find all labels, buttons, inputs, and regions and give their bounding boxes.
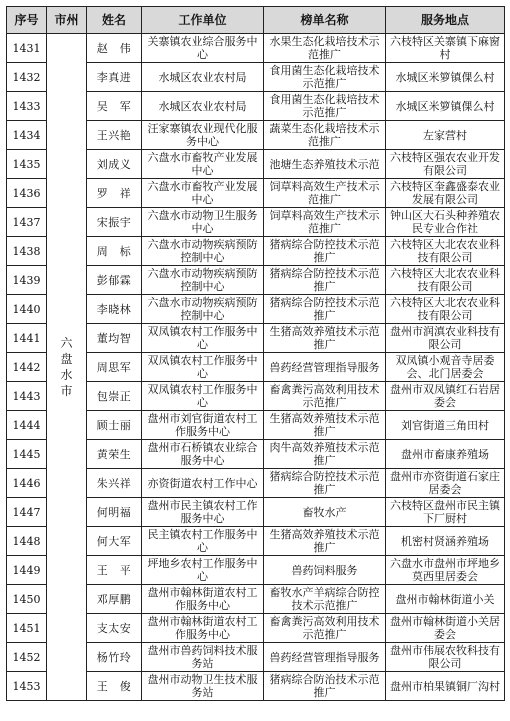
row-seq: 1445 [7,440,47,469]
row-name: 何明福 [87,498,142,527]
row-org: 六盘水市动物疾病预防控制中心 [142,237,264,266]
row-org: 盘州市翰林街道农村工作服务中心 [142,614,264,643]
row-list: 生猪高效养殖技术示范推广 [264,324,386,353]
row-place: 盘州市翰林街道小关居委会 [386,614,505,643]
row-list: 畜禽粪污高效利用技术示范推广 [264,382,386,411]
row-place: 机密村贤涵养殖场 [386,527,505,556]
row-seq: 1433 [7,92,47,121]
row-list: 兽药饲料服务 [264,556,386,585]
row-seq: 1443 [7,382,47,411]
row-place: 钟山区大石头种养殖农民专业合作社 [386,208,505,237]
row-org: 民主镇农村工作服务中心 [142,527,264,556]
row-place: 六枝特区奎鑫盛泰农业发展有限公司 [386,179,505,208]
row-seq: 1439 [7,266,47,295]
city-cell [47,34,87,701]
row-name: 李真进 [87,63,142,92]
row-name: 王 平 [87,556,142,585]
header-name: 姓名 [87,7,142,34]
row-name: 朱兴祥 [87,469,142,498]
row-list: 肉牛高效养殖技术示范推广 [264,440,386,469]
row-org: 六盘水市畜牧产业发展中心 [142,179,264,208]
row-place: 盘州市伟展农牧科技有限公司 [386,643,505,672]
row-list: 水果生态化栽培技术示范推广 [264,34,386,63]
row-list: 猪病综合防治技术示范推广 [264,672,386,701]
row-name: 何大军 [87,527,142,556]
table-body [7,34,505,701]
row-name: 黄荣生 [87,440,142,469]
row-list: 生猪高效养殖技术示范推广 [264,527,386,556]
row-seq: 1440 [7,295,47,324]
row-org: 双凤镇农村工作服务中心 [142,324,264,353]
header-seq: 序号 [7,7,47,34]
row-name: 李晓林 [87,295,142,324]
row-name: 吴 军 [87,92,142,121]
city-label: 六盘水市 [60,336,73,398]
row-list: 兽药经营管理指导服务 [264,643,386,672]
row-place: 水城区米箩镇倮么村 [386,63,505,92]
row-name: 周 标 [87,237,142,266]
row-seq: 1451 [7,614,47,643]
row-org: 盘州市动物卫生技术服务站 [142,672,264,701]
row-list: 食用菌生态化栽培技术示范推广 [264,63,386,92]
row-name: 彭郁霖 [87,266,142,295]
row-seq: 1431 [7,34,47,63]
table-header-row [7,7,505,34]
row-org: 坪地乡农村工作服务中心 [142,556,264,585]
row-place: 双凤镇小观音寺居委会、北门居委会 [386,353,505,382]
row-name: 包崇正 [87,382,142,411]
row-org: 六盘水市动物疾病预防控制中心 [142,266,264,295]
header-place: 服务地点 [386,7,505,34]
row-name: 董均智 [87,324,142,353]
row-list: 兽药经营管理指导服务 [264,353,386,382]
row-org: 六盘水市畜牧产业发展中心 [142,150,264,179]
row-place: 盘州市双凤镇红石岩居委会 [386,382,505,411]
row-list: 猪病综合防控技术示范推广 [264,266,386,295]
row-name: 刘成义 [87,150,142,179]
row-org: 水城区农业农村局 [142,92,264,121]
row-seq: 1449 [7,556,47,585]
row-list: 池塘生态养殖技术示范 [264,150,386,179]
row-org: 盘州市兽药饲料技术服务站 [142,643,264,672]
row-org: 六盘水市动物卫生服务中心 [142,208,264,237]
row-seq: 1450 [7,585,47,614]
row-org: 盘州市翰林街道农村工作服务中心 [142,585,264,614]
row-name: 支太安 [87,614,142,643]
row-org: 关寨镇农业综合服务中心 [142,34,264,63]
row-seq: 1447 [7,498,47,527]
header-org: 工作单位 [142,7,264,34]
row-list: 猪病综合防控技术示范推广 [264,469,386,498]
service-list-table [6,6,505,701]
row-org: 汪家寨镇农业现代化服务中心 [142,121,264,150]
row-seq: 1432 [7,63,47,92]
row-list: 蔬菜生态化栽培技术示范推广 [264,121,386,150]
row-place: 六枝特区关寨镇下麻窗村 [386,34,505,63]
table-row [7,34,505,63]
row-place: 左家营村 [386,121,505,150]
row-place: 六盘水市盘州市坪地乡莫西里居委会 [386,556,505,585]
row-seq: 1452 [7,643,47,672]
row-name: 邓厚鹏 [87,585,142,614]
row-org: 盘州市石桥镇农业综合服务中心 [142,440,264,469]
row-seq: 1453 [7,672,47,701]
row-list: 畜禽粪污高效利用技术示范推广 [264,614,386,643]
row-list: 猪病综合防控技术示范推广 [264,237,386,266]
row-name: 罗 祥 [87,179,142,208]
row-place: 刘官街道三角田村 [386,411,505,440]
row-org: 双凤镇农村工作服务中心 [142,353,264,382]
row-seq: 1438 [7,237,47,266]
row-seq: 1441 [7,324,47,353]
row-list: 畜牧水产 [264,498,386,527]
row-seq: 1446 [7,469,47,498]
row-list: 猪病综合防控技术示范推广 [264,295,386,324]
row-name: 赵 伟 [87,34,142,63]
row-name: 宋振宇 [87,208,142,237]
row-list: 饲草料高效生产技术示范推广 [264,208,386,237]
row-place: 六枝特区大北农农业科技有限公司 [386,237,505,266]
row-org: 盘州市民主镇农村工作服务中心 [142,498,264,527]
row-list: 食用菌生态化栽培技术示范推广 [264,92,386,121]
row-name: 顾士丽 [87,411,142,440]
row-org: 双凤镇农村工作服务中心 [142,382,264,411]
row-seq: 1437 [7,208,47,237]
row-list: 生猪高效养殖技术示范推广 [264,411,386,440]
row-place: 盘州市畜康养殖场 [386,440,505,469]
row-place: 盘州市亦资街道石家庄居委会 [386,469,505,498]
row-place: 六枝特区大北农农业科技有限公司 [386,266,505,295]
row-list: 饲草料高效生产技术示范推广 [264,179,386,208]
row-place: 盘州市润滇农业科技有限公司 [386,324,505,353]
row-list: 畜牧水产羊病综合防控技术示范推广 [264,585,386,614]
header-city: 市州 [47,7,87,34]
row-org: 亦资街道农村工作中心 [142,469,264,498]
row-name: 杨竹玲 [87,643,142,672]
row-place: 六枝特区大北农农业科技有限公司 [386,295,505,324]
row-seq: 1448 [7,527,47,556]
row-place: 盘州市柏果镇铜厂沟村 [386,672,505,701]
row-name: 王兴艳 [87,121,142,150]
row-seq: 1435 [7,150,47,179]
row-org: 水城区农业农村局 [142,63,264,92]
row-name: 周思军 [87,353,142,382]
row-seq: 1436 [7,179,47,208]
row-name: 王 俊 [87,672,142,701]
row-place: 水城区米箩镇倮么村 [386,92,505,121]
row-place: 六枝特区强农农业开发有限公司 [386,150,505,179]
row-seq: 1442 [7,353,47,382]
row-place: 盘州市翰林街道小关 [386,585,505,614]
header-list: 榜单名称 [264,7,386,34]
row-seq: 1434 [7,121,47,150]
row-org: 盘州市刘官街道农村工作服务中心 [142,411,264,440]
row-seq: 1444 [7,411,47,440]
row-org: 六盘水市动物疾病预防控制中心 [142,295,264,324]
row-place: 六枝特区盘州市民主镇下厂厨村 [386,498,505,527]
